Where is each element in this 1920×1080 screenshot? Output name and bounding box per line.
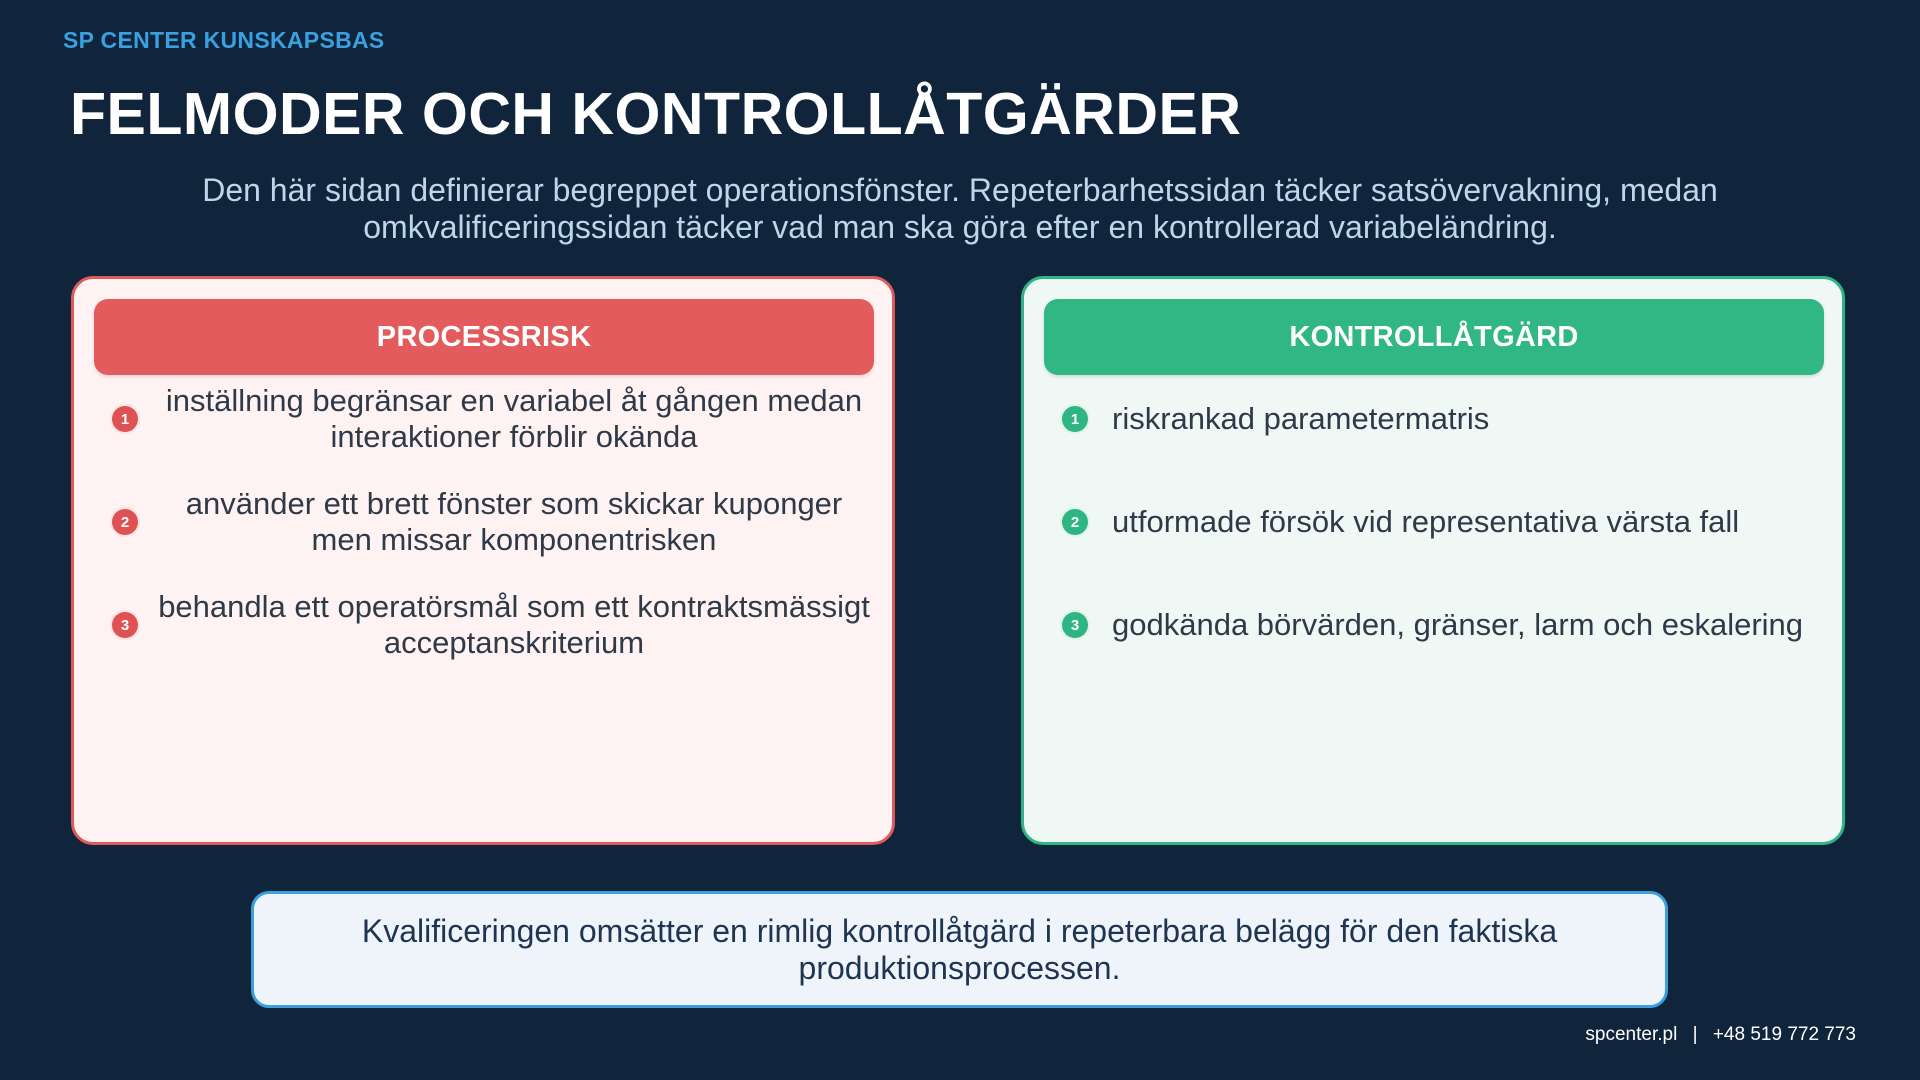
summary-box (251, 891, 1668, 1008)
footer-separator: | (1692, 1024, 1698, 1045)
risk-item-text: inställning begränsar en variabel åt gången medan interaktioner förblir okända (165, 383, 863, 454)
footer-website[interactable]: spcenter.pl (1585, 1024, 1678, 1045)
control-measure-header: KONTROLLÅTGÄRD (1044, 299, 1824, 375)
control-item-text: utformade försök vid representativa värsta fall (1112, 504, 1740, 539)
risk-item-number-badge: 3 (110, 610, 140, 640)
process-risk-panel (71, 276, 895, 845)
control-item-number-badge: 2 (1060, 507, 1090, 537)
footer-contact (1585, 1024, 1856, 1046)
risk-item (74, 472, 898, 572)
risk-item-text: använder ett brett fönster som skickar kuponger men missar komponentrisken (185, 486, 843, 557)
control-item (1024, 369, 1848, 469)
risk-item (74, 575, 898, 675)
control-item-text: riskrankad parametermatris (1112, 401, 1490, 436)
control-item (1024, 575, 1848, 675)
risk-item-text: behandla ett operatörsmål som ett kontraktsmässigt acceptanskriterium (158, 589, 870, 660)
risk-item (74, 369, 898, 469)
control-item-number-badge: 3 (1060, 610, 1090, 640)
summary-text: Kvalificeringen omsätter en rimlig kontrollåtgärd i repeterbara belägg för den faktiska produktionsprocessen. (361, 912, 1558, 986)
risk-item-number-badge: 1 (110, 404, 140, 434)
page-subtitle: Den här sidan definierar begreppet operationsfönster. Repeterbarhetssidan täcker satsövervakning, medan omkvalificeringssidan täcker vad man ska göra efter en kontrollerad variabeländring. (202, 172, 1718, 245)
brand-label: SP CENTER KUNSKAPSBAS (63, 27, 385, 53)
footer-phone[interactable]: +48 519 772 773 (1712, 1024, 1856, 1045)
control-item-text: godkända börvärden, gränser, larm och eskalering (1112, 607, 1804, 642)
control-measure-panel (1021, 276, 1845, 845)
control-item-number-badge: 1 (1060, 404, 1090, 434)
page-title: FELMODER OCH KONTROLLÅTGÄRDER (70, 81, 1242, 147)
risk-item-number-badge: 2 (110, 507, 140, 537)
process-risk-header: PROCESSRISK (94, 299, 874, 375)
control-item (1024, 472, 1848, 572)
